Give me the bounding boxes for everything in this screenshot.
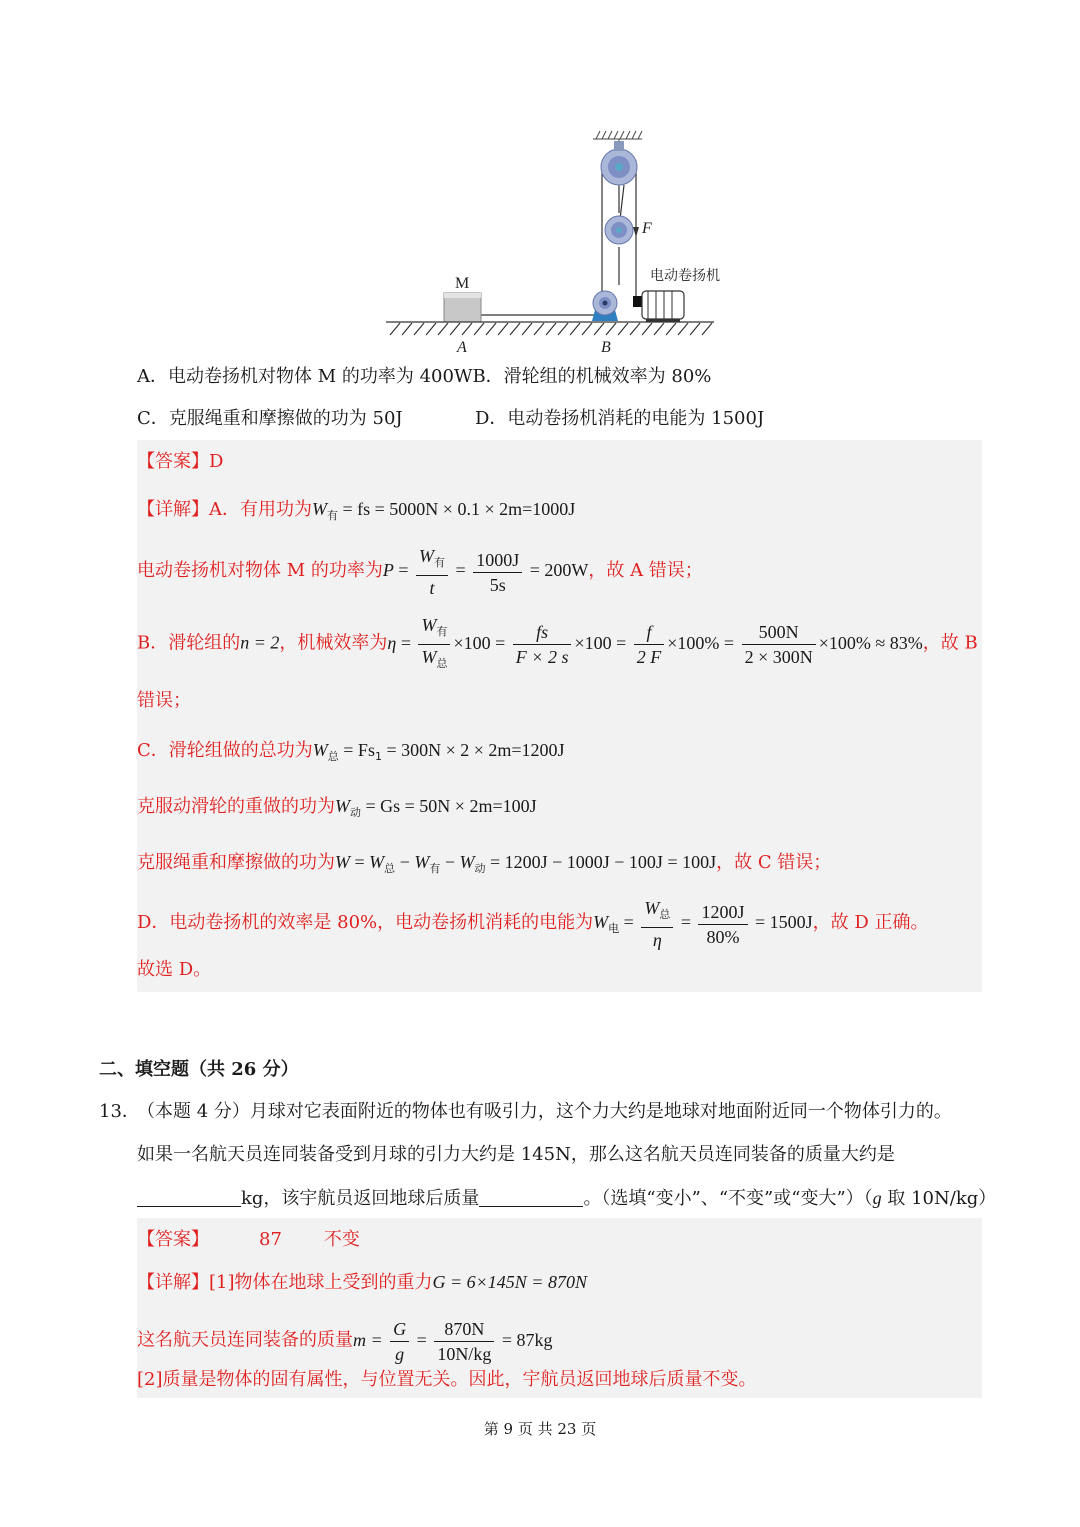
q13-line3 bbox=[137, 1186, 996, 1211]
b1-fs-den: F × 2 s bbox=[515, 647, 569, 667]
detail-a2: 电动卷扬机对物体 M 的功率为P = $\frac{W_有}{t}$ = $\frac{1000J}{5s}$ = 200W，故 A 错误； bbox=[137, 546, 703, 598]
c1-text: C．滑轮组做的总功为 bbox=[137, 740, 313, 761]
option-d: D．电动卷扬机消耗的电能为 1500J bbox=[475, 408, 765, 429]
block-m bbox=[444, 293, 481, 322]
q13-number: 13． bbox=[99, 1101, 140, 1122]
b1-approx: ≈ 83% bbox=[875, 632, 923, 653]
q13-d2-G: G bbox=[390, 1318, 409, 1342]
q13-detail1 bbox=[137, 1270, 587, 1295]
option-row-ab bbox=[137, 365, 711, 389]
d1-den: 80% bbox=[706, 926, 740, 947]
electric-winch bbox=[633, 291, 684, 322]
d1-num: 1200J bbox=[698, 901, 747, 925]
detail-a1: 【详解】A．有用功为$W_有$ = fs = 5000N × 0.1 × 2m=1000J bbox=[137, 499, 576, 522]
b1-f-den: 2 F bbox=[636, 647, 662, 667]
b1-fs-num: fs bbox=[513, 621, 572, 645]
c1-math2: = 300N × 2 × 2m=1200J bbox=[386, 740, 565, 760]
b1-t3: ×100% bbox=[667, 632, 720, 653]
q13-detail2: 这名航天员连同装备的质量m = $\frac{G}{g}$ = $\frac{870N}{10N/kg}$ = 87kg bbox=[137, 1319, 553, 1364]
movable-pulley bbox=[605, 216, 633, 244]
winch-label: 电动卷扬机 bbox=[650, 268, 720, 284]
q13-d1-text: [1]物体在地球上受到的重力 bbox=[209, 1272, 433, 1293]
blank-1[interactable] bbox=[137, 1206, 241, 1207]
c2-text: 克服动滑轮的重做的功为 bbox=[137, 796, 335, 817]
q13-d2-result: = 87kg bbox=[501, 1329, 553, 1350]
b1-tail: ，故 B bbox=[922, 632, 978, 654]
q13-d2-m: m = bbox=[353, 1329, 383, 1350]
q13-line2: 如果一名航天员连同装备受到月球的引力大约是 145N，那么这名航天员连同装备的质量大约是 bbox=[137, 1144, 895, 1165]
q13-text3a: kg，该宇航员返回地球后质量 bbox=[241, 1188, 480, 1209]
b1-text2: ，机械效率为 bbox=[279, 632, 388, 654]
c3-math: = 1200J − 1000J − 100J = 100J bbox=[489, 852, 717, 872]
b1-text: B．滑轮组的 bbox=[137, 632, 241, 654]
option-c: C．克服绳重和摩擦做的功为 50J bbox=[137, 408, 403, 429]
q13-answer-line bbox=[137, 1228, 360, 1252]
detail-b1: B．滑轮组的n = 2，机械效率为η = $\frac{W_有}{W_总}$ ×100 = $\frac{fs}{F \times 2 s}$ ×100 = $\frac{f}{2 F}$ ×100% = $\frac{500N}{2 \times 300N}$ ×100% ≈ 83%，故 B bbox=[137, 615, 978, 670]
q13-text3b: 。（选填“变小”、“不变”或“变大”）（ bbox=[583, 1188, 873, 1209]
b1-500-num: 500N bbox=[742, 621, 816, 645]
b1-t4: ×100% bbox=[818, 632, 871, 653]
detail-a1-text: A．有用功为 bbox=[209, 499, 312, 520]
ground-pulley bbox=[592, 291, 618, 321]
detail-c2: 克服动滑轮的重做的功为$W_动 = Gs = 50N \times 2m=100J$ bbox=[137, 796, 537, 819]
q13-text1: （本题 4 分）月球对它表面附近的物体也有吸引力，这个力大约是地球对地面附近同一个物体引力的。 bbox=[137, 1101, 952, 1122]
page-footer: 第 9 页 共 23 页 bbox=[483, 1420, 597, 1438]
pulley-winch-diagram bbox=[380, 125, 730, 360]
q13-answer-tag: 【答案】 bbox=[137, 1229, 209, 1250]
option-row-cd bbox=[137, 407, 764, 431]
q13-g: g bbox=[872, 1188, 882, 1208]
point-b-label: B bbox=[601, 339, 611, 356]
block-label: M bbox=[455, 275, 470, 292]
option-b: B．滑轮组的机械效率为 80% bbox=[472, 366, 712, 387]
q13-line1 bbox=[99, 1100, 952, 1124]
detail-d1: D．电动卷扬机的效率是 80%，电动卷扬机消耗的电能为$W_电$ = $\frac{W_总}{\eta}$ = $\frac{1200J}{80\%}$ = 1500J，故 D 正确。 bbox=[137, 898, 929, 950]
b1-t2: ×100 bbox=[574, 632, 612, 653]
answer-tag: 【答案】 bbox=[137, 451, 209, 472]
a2-result: = 200W bbox=[529, 560, 589, 581]
d1-result: = 1500J bbox=[755, 912, 813, 933]
b1-t1: ×100 bbox=[453, 632, 491, 653]
ground bbox=[386, 322, 714, 335]
q13-d2-g: g bbox=[395, 1344, 405, 1364]
a2-fraction-num: 1000J bbox=[473, 549, 522, 573]
q13-detail3: [2]质量是物体的固有属性，与位置无关。因此，宇航员返回地球后质量不变。 bbox=[137, 1369, 757, 1390]
detail-tag: 【详解】 bbox=[137, 499, 209, 520]
detail-a1-math: = fs = 5000N × 0.1 × 2m=1000J bbox=[342, 499, 576, 519]
option-a: A．电动卷扬机对物体 M 的功率为 400W bbox=[137, 366, 473, 387]
force-arrow bbox=[633, 227, 639, 237]
force-label: F bbox=[642, 220, 652, 237]
detail-b2: 错误； bbox=[137, 690, 191, 711]
c2-math: = Gs = 50N × 2m=100J bbox=[365, 796, 537, 816]
detail-final: 故选 D。 bbox=[137, 959, 212, 980]
b1-500-den: 2 × 300N bbox=[744, 647, 813, 667]
section-title: 二、填空题（共 26 分） bbox=[99, 1059, 299, 1080]
detail-c3: 克服绳重和摩擦做的功为$W = W_总 - W_有 - W_动 = 1200J - 1000J - 100J = 100J$，故 C 错误； bbox=[137, 852, 832, 875]
q13-answer1: 87 bbox=[259, 1229, 282, 1250]
answer-line-q12 bbox=[137, 450, 223, 474]
c3-text: 克服绳重和摩擦做的功为 bbox=[137, 852, 335, 873]
q13-text3c: 取 10N/kg） bbox=[881, 1188, 997, 1209]
q13-d1-math: G = 6×145N = 870N bbox=[432, 1272, 587, 1292]
q13-d2-den: 10N/kg bbox=[437, 1344, 492, 1364]
b1-f-num: f bbox=[634, 621, 665, 645]
d1-text: D．电动卷扬机的效率是 80%，电动卷扬机消耗的电能为 bbox=[137, 912, 594, 934]
q13-answer2: 不变 bbox=[323, 1229, 360, 1250]
q13-detail-tag: 【详解】 bbox=[137, 1272, 209, 1293]
q13-d2-num: 870N bbox=[434, 1318, 494, 1342]
a2-fraction-den: 5s bbox=[489, 574, 506, 595]
fixed-pulley bbox=[601, 141, 637, 185]
detail-a2-text: 电动卷扬机对物体 M 的功率为 bbox=[137, 560, 383, 582]
answer-value: D bbox=[209, 451, 224, 472]
c3-tail: ，故 C 错误； bbox=[716, 852, 832, 873]
d1-eta: η bbox=[652, 930, 662, 950]
point-a-label: A bbox=[457, 339, 467, 356]
a2-tail: ，故 A 错误； bbox=[588, 560, 703, 582]
d1-tail: ，故 D 正确。 bbox=[812, 912, 929, 934]
c1-math: = Fs bbox=[343, 740, 375, 760]
detail-c1: C．滑轮组做的总功为$W_总 = Fs_1 = 300N \times 2 \times 2m=1200J$ bbox=[137, 740, 565, 763]
q13-d2-text: 这名航天员连同装备的质量 bbox=[137, 1329, 353, 1351]
b1-n: n = 2 bbox=[240, 632, 280, 653]
blank-2[interactable] bbox=[479, 1206, 583, 1207]
